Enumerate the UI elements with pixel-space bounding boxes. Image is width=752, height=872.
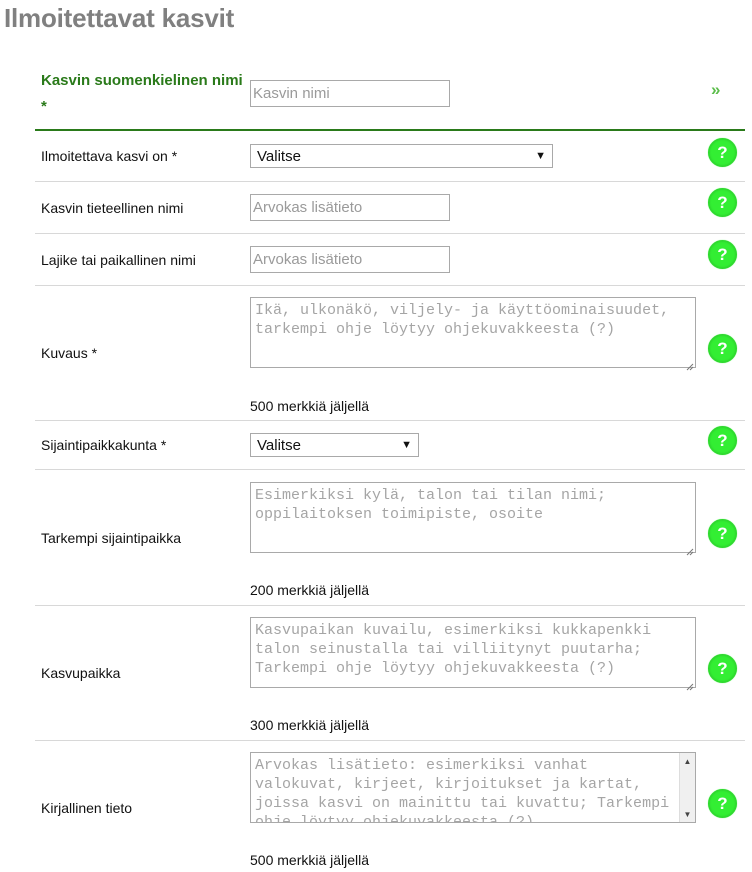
- help-icon[interactable]: ?: [708, 426, 737, 455]
- dropdown-arrow-icon: ▼: [535, 150, 546, 162]
- written-info-label: Kirjallinen tieto: [41, 800, 133, 816]
- habitat-label: Kasvupaikka: [41, 665, 121, 681]
- help-icon[interactable]: ?: [708, 188, 737, 217]
- description-counter: 500 merkkiä jäljellä: [250, 398, 370, 414]
- help-icon[interactable]: ?: [708, 789, 737, 818]
- plant-type-label: Ilmoitettava kasvi on *: [41, 148, 178, 164]
- textarea-scrollbar[interactable]: [679, 753, 695, 822]
- row-divider: [35, 285, 745, 286]
- resize-grip-icon[interactable]: [685, 547, 694, 556]
- help-icon[interactable]: ?: [708, 334, 737, 363]
- variety-input[interactable]: [250, 246, 450, 273]
- written-info-textarea-wrap: [250, 752, 696, 828]
- help-icon[interactable]: ?: [708, 240, 737, 269]
- row-divider: [35, 605, 745, 606]
- help-icon[interactable]: ?: [708, 519, 737, 548]
- municipality-select[interactable]: [250, 433, 419, 457]
- row-divider: [35, 233, 745, 234]
- scientific-name-input[interactable]: [250, 194, 450, 221]
- page-title: Ilmoitettavat kasvit: [4, 3, 235, 33]
- description-textarea-wrap: [250, 297, 696, 373]
- habitat-textarea-wrap: [250, 617, 696, 693]
- scientific-name-label: Kasvin tieteellinen nimi: [41, 200, 184, 216]
- written-info-counter: 500 merkkiä jäljellä: [250, 852, 370, 868]
- expand-chevron-icon[interactable]: »: [711, 80, 721, 99]
- finnish-name-label: Kasvin suomenkielinen nimi *: [41, 72, 243, 115]
- description-textarea[interactable]: [250, 297, 696, 368]
- plant-type-selected: Valitse: [257, 147, 301, 165]
- section-divider: [35, 129, 745, 131]
- help-icon[interactable]: ?: [708, 138, 737, 167]
- location-counter: 200 merkkiä jäljellä: [250, 582, 370, 598]
- location-textarea[interactable]: [250, 482, 696, 553]
- variety-label: Lajike tai paikallinen nimi: [41, 252, 196, 268]
- municipality-label: Sijaintipaikkakunta *: [41, 437, 167, 453]
- scroll-up-icon[interactable]: ▲: [683, 756, 692, 766]
- help-icon[interactable]: ?: [708, 654, 737, 683]
- municipality-selected: Valitse: [257, 436, 301, 454]
- resize-grip-icon[interactable]: [685, 362, 694, 371]
- written-info-textarea[interactable]: [250, 752, 696, 823]
- finnish-name-input[interactable]: [250, 80, 450, 107]
- scroll-down-icon[interactable]: ▼: [683, 809, 692, 819]
- resize-grip-icon[interactable]: [685, 682, 694, 691]
- location-textarea-wrap: [250, 482, 696, 558]
- dropdown-arrow-icon: ▼: [401, 439, 412, 451]
- description-label: Kuvaus *: [41, 345, 98, 361]
- habitat-counter: 300 merkkiä jäljellä: [250, 717, 370, 733]
- row-divider: [35, 420, 745, 421]
- row-divider: [35, 181, 745, 182]
- habitat-textarea[interactable]: [250, 617, 696, 688]
- row-divider: [35, 740, 745, 741]
- location-label: Tarkempi sijaintipaikka: [41, 530, 182, 546]
- row-divider: [35, 469, 745, 470]
- plant-type-select[interactable]: [250, 144, 553, 168]
